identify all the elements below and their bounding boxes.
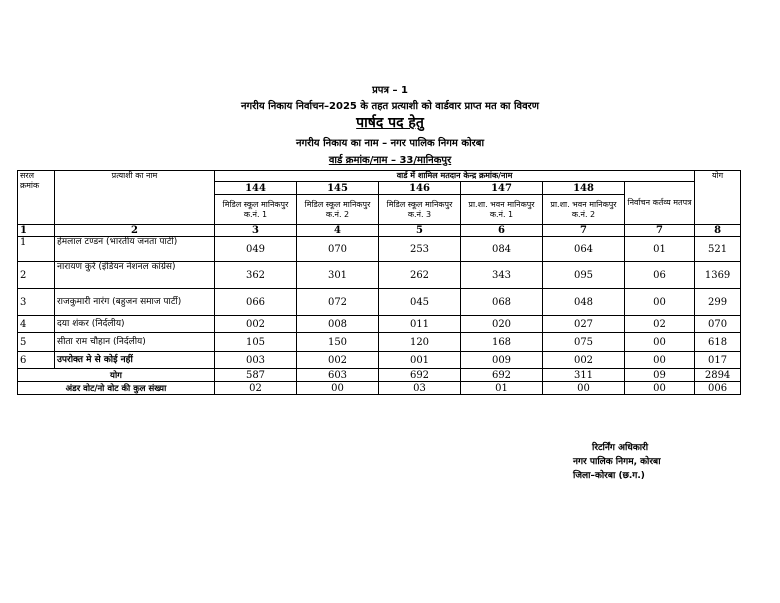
duty-vote-cell: 06 xyxy=(625,262,695,289)
duty-vote-cell: 01 xyxy=(625,237,695,262)
total-cell: 017 xyxy=(695,352,741,369)
table-row xyxy=(18,237,741,262)
vote-cell: 603 xyxy=(297,369,379,382)
vote-cell: 692 xyxy=(461,369,543,382)
duty-vote-cell: 00 xyxy=(625,333,695,352)
serial-number: 6 xyxy=(18,352,55,369)
vote-cell: 070 xyxy=(297,237,379,262)
table-row xyxy=(18,333,741,352)
booth-name: प्रा.शा. भवन मानिकपुर क.नं. 2 xyxy=(543,195,625,225)
vote-cell: 075 xyxy=(543,333,625,352)
serial-number: 1 xyxy=(18,237,55,262)
vote-cell: 02 xyxy=(215,382,297,395)
vote-cell: 262 xyxy=(379,262,461,289)
booth-name: मिडिल स्कूल मानिकपुर क.नं. 3 xyxy=(379,195,461,225)
duty-vote-cell: 02 xyxy=(625,316,695,333)
vote-cell: 00 xyxy=(543,382,625,395)
total-cell: 2894 xyxy=(695,369,741,382)
vote-cell: 011 xyxy=(379,316,461,333)
vote-cell: 587 xyxy=(215,369,297,382)
candidate-name: राजकुमारी नारंग (बहुजन समाज पार्टी) xyxy=(55,289,215,316)
column-number: 6 xyxy=(461,225,543,237)
ward-name: वार्ड क्रमांक/नाम – 33/मानिकपुर xyxy=(328,155,452,166)
booth-name: मिडिल स्कूल मानिकपुर क.नं. 1 xyxy=(215,195,297,225)
total-row xyxy=(18,369,741,382)
vote-cell: 045 xyxy=(379,289,461,316)
form-number: प्रपत्र – 1 xyxy=(372,85,408,96)
vote-cell: 008 xyxy=(297,316,379,333)
vote-cell: 120 xyxy=(379,333,461,352)
vote-cell: 03 xyxy=(379,382,461,395)
candidate-name: दया शंकर (निर्दलीय) xyxy=(55,316,215,333)
serial-number: 5 xyxy=(18,333,55,352)
results-table xyxy=(17,170,741,395)
vote-cell: 095 xyxy=(543,262,625,289)
under-vote-row-label: अंडर वोट/नो वोट की कुल संख्या xyxy=(18,382,215,395)
header-serial: सरल क्रमांक xyxy=(18,171,55,225)
total-cell: 299 xyxy=(695,289,741,316)
total-cell: 618 xyxy=(695,333,741,352)
vote-cell: 253 xyxy=(379,237,461,262)
table-row xyxy=(18,262,741,289)
total-row-label: योग xyxy=(18,369,215,382)
total-cell: 521 xyxy=(695,237,741,262)
post-subtitle: पार्षद पद हेतु xyxy=(356,115,424,131)
booth-number: 148 xyxy=(543,182,625,195)
vote-cell: 00 xyxy=(297,382,379,395)
column-number: 7 xyxy=(625,225,695,237)
candidate-name: सीता राम चौहान (निर्दलीय) xyxy=(55,333,215,352)
vote-cell: 066 xyxy=(215,289,297,316)
vote-cell: 150 xyxy=(297,333,379,352)
serial-number: 3 xyxy=(18,289,55,316)
vote-cell: 020 xyxy=(461,316,543,333)
vote-cell: 311 xyxy=(543,369,625,382)
column-number: 5 xyxy=(379,225,461,237)
column-number: 1 xyxy=(18,225,55,237)
column-number: 4 xyxy=(297,225,379,237)
column-number: 3 xyxy=(215,225,297,237)
booth-number: 145 xyxy=(297,182,379,195)
candidate-name: हेमलाल टण्डन (भारतीय जनता पार्टी) xyxy=(55,237,215,262)
booth-name: मिडिल स्कूल मानिकपुर क.नं. 2 xyxy=(297,195,379,225)
vote-cell: 049 xyxy=(215,237,297,262)
district-name: जिला–कोरबा (छ.ग.) xyxy=(573,471,645,481)
duty-vote-cell: 00 xyxy=(625,352,695,369)
header-booths-group: वार्ड में शामिल मतदान केन्द्र क्रमांक/नाम xyxy=(215,171,695,182)
vote-cell: 01 xyxy=(461,382,543,395)
vote-cell: 105 xyxy=(215,333,297,352)
vote-cell: 001 xyxy=(379,352,461,369)
vote-cell: 168 xyxy=(461,333,543,352)
vote-cell: 343 xyxy=(461,262,543,289)
vote-cell: 048 xyxy=(543,289,625,316)
municipal-corporation-name: नगर पालिक निगम, कोरबा xyxy=(573,457,661,467)
table-row xyxy=(18,289,741,316)
booth-number: 147 xyxy=(461,182,543,195)
total-cell: 070 xyxy=(695,316,741,333)
table-row xyxy=(18,316,741,333)
returning-officer-title: रिटर्निंग अधिकारी xyxy=(592,443,649,453)
vote-cell: 072 xyxy=(297,289,379,316)
vote-cell: 084 xyxy=(461,237,543,262)
booth-number: 144 xyxy=(215,182,297,195)
candidate-name: नारायण कुर्रे (इंडियन नेशनल कांग्रेस) xyxy=(55,262,215,289)
under-vote-row xyxy=(18,382,741,395)
vote-cell: 362 xyxy=(215,262,297,289)
header-candidate: प्रत्याशी का नाम xyxy=(55,171,215,225)
candidate-name: उपरोक्त मे से कोई नहीं xyxy=(55,352,215,369)
serial-number: 4 xyxy=(18,316,55,333)
serial-number: 2 xyxy=(18,262,55,289)
column-number: 8 xyxy=(695,225,741,237)
booth-number: 146 xyxy=(379,182,461,195)
document-title: नगरीय निकाय निर्वाचन–2025 के तहत प्रत्याशी को वार्डवार प्राप्त मत का विवरण xyxy=(241,101,539,112)
column-number: 2 xyxy=(55,225,215,237)
vote-cell: 003 xyxy=(215,352,297,369)
total-cell: 006 xyxy=(695,382,741,395)
booth-name: प्रा.शा. भवन मानिकपुर क.नं. 1 xyxy=(461,195,543,225)
duty-vote-cell: 09 xyxy=(625,369,695,382)
vote-cell: 692 xyxy=(379,369,461,382)
table-row xyxy=(18,352,741,369)
vote-cell: 301 xyxy=(297,262,379,289)
duty-vote-cell: 00 xyxy=(625,382,695,395)
urban-body-name: नगरीय निकाय का नाम – नगर पालिक निगम कोरबा xyxy=(295,138,485,149)
vote-cell: 064 xyxy=(543,237,625,262)
vote-cell: 002 xyxy=(543,352,625,369)
vote-cell: 002 xyxy=(215,316,297,333)
header-total: योग xyxy=(695,171,741,225)
total-cell: 1369 xyxy=(695,262,741,289)
column-number: 7 xyxy=(543,225,625,237)
vote-cell: 068 xyxy=(461,289,543,316)
header-election-duty: निर्वाचन कर्तव्य मतपत्र xyxy=(625,182,695,225)
vote-cell: 009 xyxy=(461,352,543,369)
vote-cell: 027 xyxy=(543,316,625,333)
duty-vote-cell: 00 xyxy=(625,289,695,316)
vote-cell: 002 xyxy=(297,352,379,369)
